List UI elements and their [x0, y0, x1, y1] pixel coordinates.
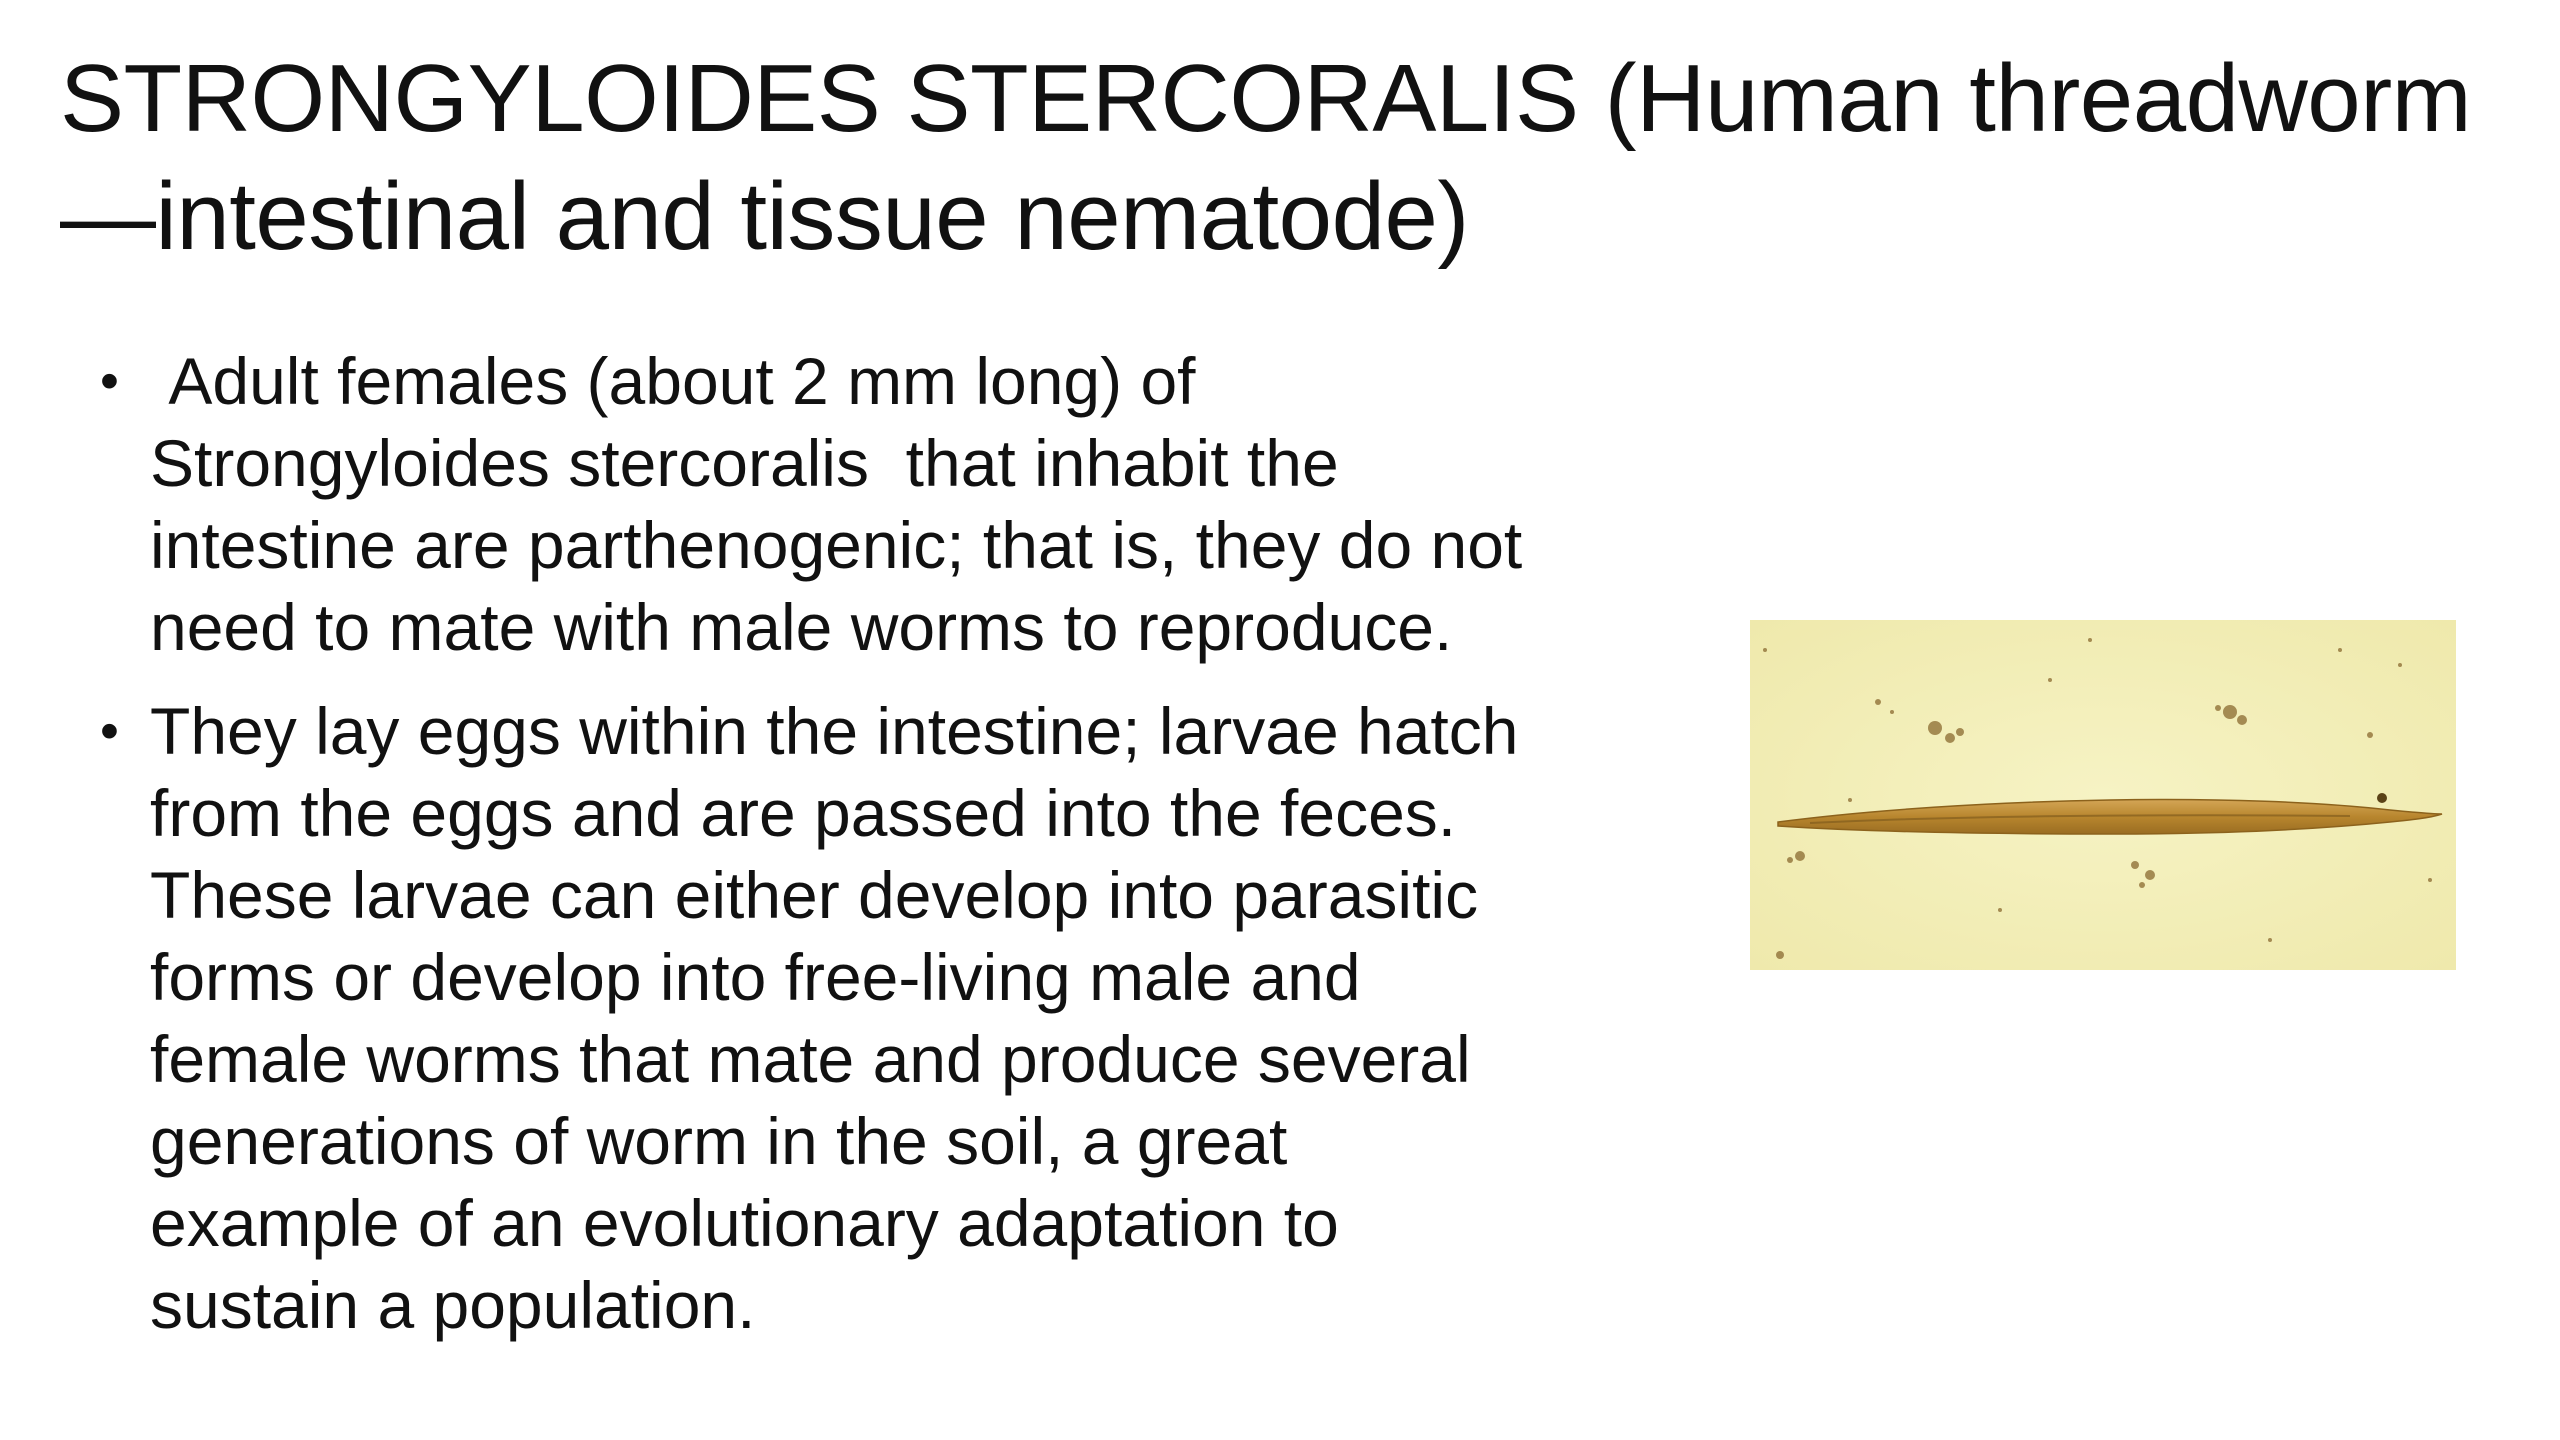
worm-micrograph-svg — [1750, 620, 2456, 970]
worm-head-speck — [2377, 793, 2387, 803]
bullet-item — [90, 690, 1530, 1346]
bullet-marker: • — [100, 351, 119, 411]
worm-micrograph-image — [1750, 620, 2456, 970]
bullet-list — [90, 340, 1541, 1368]
bullet-item — [90, 340, 1541, 668]
bullet-text: They lay eggs within the intestine; larvae hatch from the eggs and are passed into the feces. These larvae can either develop into parasitic forms or develop into free-living male and female worms that mate and produce several generations of worm in the soil, a great example of an evolutionary adaptation to sustain a population. — [150, 694, 1519, 1342]
bullet-marker: • — [100, 701, 119, 761]
slide-title: STRONGYLOIDES STERCORALIS (Human threadworm—intestinal and tissue nematode) — [60, 45, 2472, 270]
bullet-text: Adult females (about 2 mm long) of Strongyloides stercoralis that inhabit the intestine are parthenogenic; that is, they do not need to mate with male worms to reproduce. — [150, 344, 1541, 664]
micrograph-background — [1750, 620, 2456, 970]
